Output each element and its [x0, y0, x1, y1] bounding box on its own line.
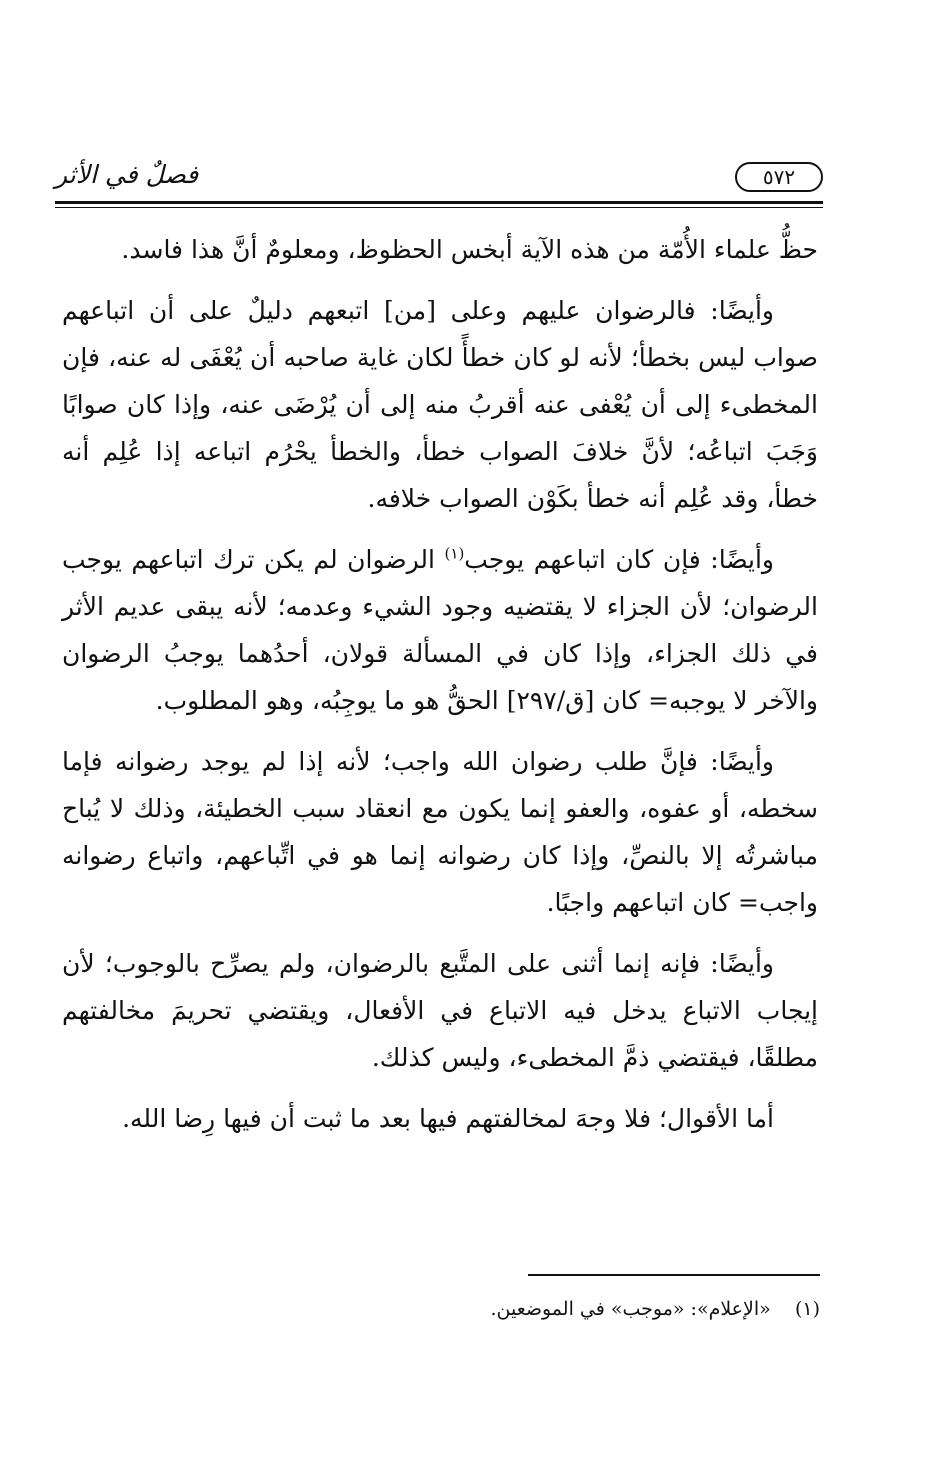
- page-number: ٥٧٢: [762, 165, 796, 189]
- paragraph-5: [62, 940, 818, 1081]
- paragraph-text: الرضوان لم يكن ترك اتباعهم يوجب الرضوان؛ لأن الجزاء لا يقتضيه وجود الشيء وعدمه؛ لأنه يبقى عديم الأثر في ذلك الجزاء، وإذا كان في المسألة قولان، أحدُهما يوجبُ الرضوان والآخر لا يوجبه= كان [ق/٢٩٧] الحقُّ هو ما يوجِبُه، وهو المطلوب.: [62, 545, 818, 715]
- footnote-separator: [528, 1274, 820, 1276]
- header-rule-thick: [55, 201, 823, 204]
- running-title: فصلٌ في الأثر: [55, 160, 199, 189]
- paragraph-text: وأيضًا: فإنَّ طلب رضوان الله واجب؛ لأنه إذا لم يوجد رضوانه فإما سخطه، أو عفوه، والعفو إنما يكون مع انعقاد سبب الخطيئة، وذلك لا يُباح مباشرتُه إلا بالنصِّ، وإذا كان رضوانه إنما هو في اتِّباعهم، واتباع رضوانه واجب= كان اتباعهم واجبًا.: [62, 747, 818, 917]
- paragraph-text: وأيضًا: فالرضوان عليهم وعلى [من] اتبعهم دليلٌ على أن اتباعهم صواب ليس بخطأ؛ لأنه لو كان خطأً لكان غاية صاحبه أن يُعْفَى له عنه، فإن المخطىء إلى أن يُعْفى عنه أقربُ منه إلى أن يُرْضَى عنه، وإذا كان صوابًا وَجَبَ اتباعُه؛ لأنَّ خلافَ الصواب خطأ، والخطأ يحْرُم اتباعه إذا عُلِم أنه خطأ، وقد عُلِم أنه خطأ بكَوْن الصواب خلافه.: [62, 296, 818, 513]
- paragraph-6: [62, 1095, 818, 1142]
- body-text: [62, 226, 818, 1156]
- page-number-badge: [735, 162, 823, 192]
- paragraph-4: [62, 738, 818, 926]
- footnote: [120, 1294, 820, 1324]
- page-header: [55, 160, 823, 196]
- paragraph-text: وأيضًا: فإن كان اتباعهم يوجب: [464, 545, 774, 574]
- paragraph-1: [62, 226, 818, 273]
- paragraph-3: [62, 536, 818, 724]
- footnote-ref: (١): [444, 544, 465, 563]
- paragraph-text: وأيضًا: فإنه إنما أثنى على المتَّبع بالرضوان، ولم يصرِّح بالوجوب؛ لأن إيجاب الاتباع يدخل فيه الاتباع في الأفعال، ويقتضي تحريمَ مخالفتهم مطلقًا، فيقتضي ذمَّ المخطىء، وليس كذلك.: [62, 949, 818, 1072]
- header-rule-thin: [55, 207, 823, 208]
- paragraph-2: [62, 287, 818, 522]
- footnote-text: «الإعلام»: «موجب» في الموضعين.: [490, 1298, 771, 1320]
- paragraph-text: حظُّ علماء الأُمّة من هذه الآية أبخس الحظوظ، ومعلومٌ أنَّ هذا فاسد.: [121, 235, 818, 264]
- paragraph-text: أما الأقوال؛ فلا وجهَ لمخالفتهم فيها بعد ما ثبت أن فيها رِضا الله.: [122, 1104, 774, 1133]
- footnote-marker: (١): [794, 1298, 820, 1320]
